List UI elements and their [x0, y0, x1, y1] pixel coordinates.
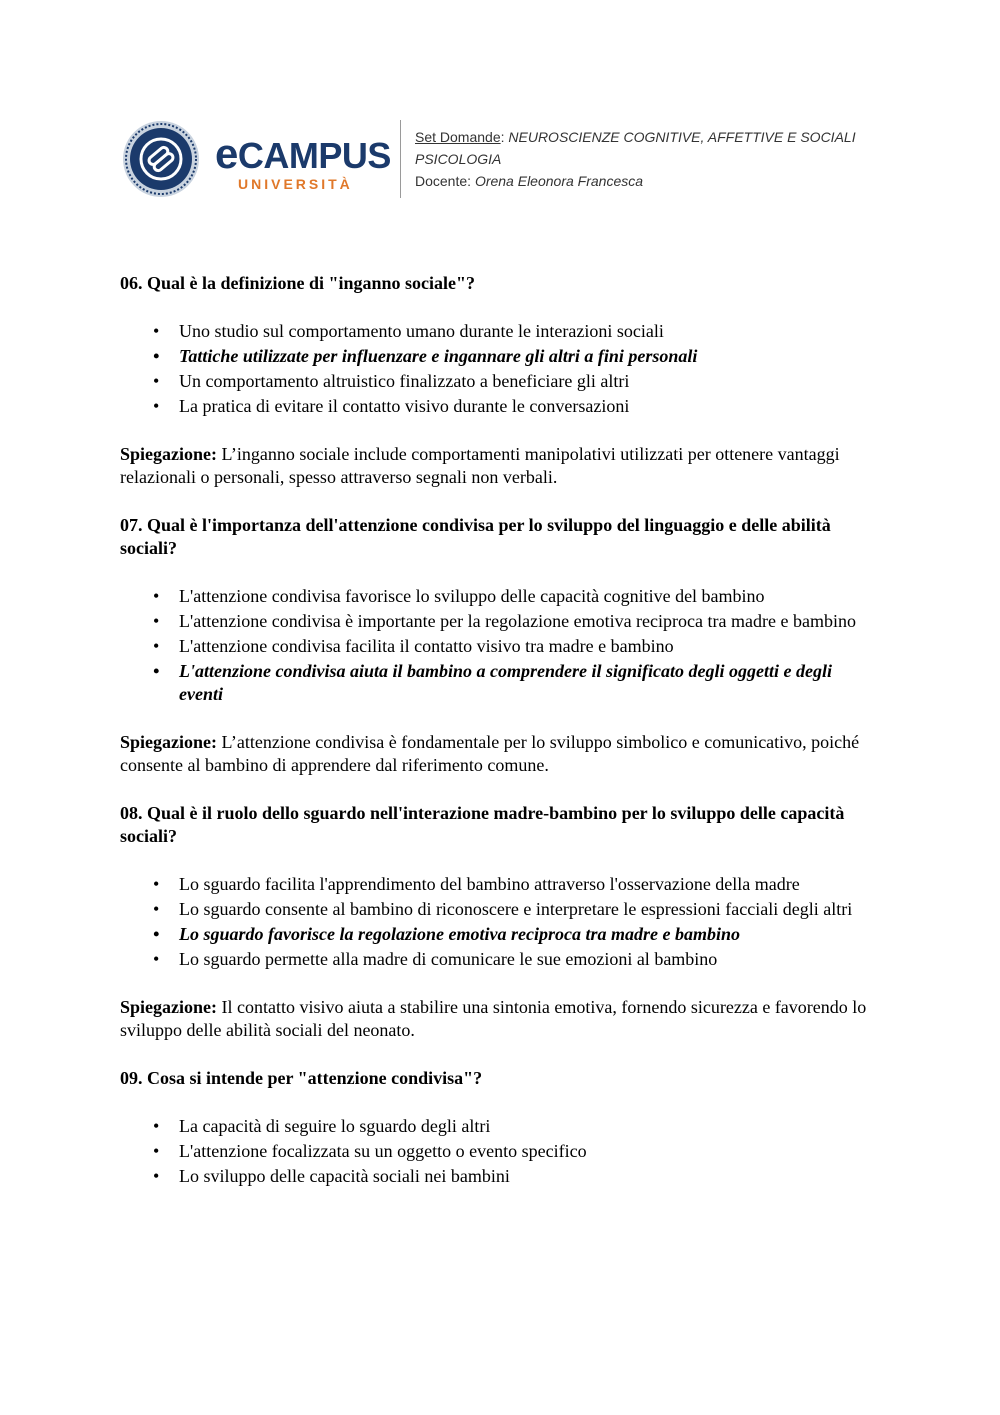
ecampus-logo-icon — [122, 120, 200, 198]
header-info — [415, 126, 856, 192]
option-list — [120, 873, 880, 971]
docente-value: Orena Eleonora Francesca — [474, 173, 644, 189]
option-item: • Lo sguardo permette alla madre di comunicare le sue emozioni al bambino — [153, 949, 718, 969]
option-item: • Un comportamento altruistico finalizzato a beneficiare gli altri — [153, 371, 630, 391]
question-title: 09. Cosa si intende per "attenzione condivisa"? — [120, 1068, 483, 1088]
set-value: NEUROSCIENZE COGNITIVE, AFFETTIVE E SOCIALI — [508, 129, 856, 145]
docente-line: Docente: Orena Eleonora Francesca — [415, 173, 644, 189]
option-item: • L'attenzione condivisa favorisce lo sviluppo delle capacità cognitive del bambino — [153, 586, 765, 606]
option-list — [120, 585, 880, 706]
question-title: 08. Qual è il ruolo dello sguardo nell'interazione madre-bambino per lo sviluppo delle capacità sociali? — [120, 803, 845, 846]
set-line: Set Domande: NEUROSCIENZE COGNITIVE, AFFETTIVE E SOCIALI — [415, 129, 856, 145]
option-item: • La capacità di seguire lo sguardo degli altri — [153, 1116, 491, 1136]
option-item-correct: • Lo sguardo favorisce la regolazione emotiva reciproca tra madre e bambino — [153, 924, 740, 944]
question-title: 07. Qual è l'importanza dell'attenzione condivisa per lo sviluppo del linguaggio e delle abilità sociali? — [120, 515, 831, 558]
logo-wordmark — [215, 130, 391, 177]
explanation — [120, 443, 880, 489]
explanation-label: Spiegazione: — [120, 997, 217, 1017]
question-title: 06. Qual è la definizione di "inganno sociale"? — [120, 273, 476, 293]
course-name: PSICOLOGIA — [415, 151, 502, 167]
logo-word-text: CAMPUS — [237, 135, 391, 176]
option-item: • La pratica di evitare il contatto visivo durante le conversazioni — [153, 396, 630, 416]
option-item-correct: • Tattiche utilizzate per influenzare e ingannare gli altri a fini personali — [153, 346, 698, 366]
set-label: Set Domande — [415, 129, 501, 145]
logo-e-glyph: e — [215, 130, 238, 177]
option-item-correct: • L'attenzione condivisa aiuta il bambino a comprendere il significato degli oggetti e degli eventi — [153, 661, 832, 704]
option-item: • L'attenzione condivisa è importante per la regolazione emotiva reciproca tra madre e bambino — [153, 611, 856, 631]
option-list — [120, 1115, 880, 1188]
questions-content — [120, 272, 880, 1213]
option-item: • Uno studio sul comportamento umano durante le interazioni sociali — [153, 321, 664, 341]
option-item: • L'attenzione focalizzata su un oggetto o evento specifico — [153, 1141, 587, 1161]
explanation — [120, 731, 880, 777]
explanation-text: L’attenzione condivisa è fondamentale per lo sviluppo simbolico e comunicativo, poiché consente al bambino di apprendere dal riferimento comune. — [120, 732, 860, 775]
logo-subtitle: UNIVERSITÀ — [238, 176, 353, 192]
explanation — [120, 996, 880, 1042]
option-item: • Lo sguardo facilita l'apprendimento del bambino attraverso l'osservazione della madre — [153, 874, 800, 894]
option-item: • Lo sguardo consente al bambino di riconoscere e interpretare le espressioni facciali degli altri — [153, 899, 853, 919]
option-item: • L'attenzione condivisa facilita il contatto visivo tra madre e bambino — [153, 636, 674, 656]
docente-label: Docente — [415, 173, 468, 189]
explanation-text: L’inganno sociale include comportamenti manipolativi utilizzati per ottenere vantaggi relazionali o personali, spesso attraverso segnali non verbali. — [120, 444, 840, 487]
document-header — [120, 118, 900, 200]
option-item: • Lo sviluppo delle capacità sociali nei bambini — [153, 1166, 510, 1186]
header-divider — [400, 120, 401, 198]
option-list — [120, 320, 880, 418]
explanation-text: Il contatto visivo aiuta a stabilire una sintonia emotiva, fornendo sicurezza e favorendo lo sviluppo delle abilità sociali del neonato. — [120, 997, 867, 1040]
explanation-label: Spiegazione: — [120, 444, 217, 464]
explanation-label: Spiegazione: — [120, 732, 217, 752]
